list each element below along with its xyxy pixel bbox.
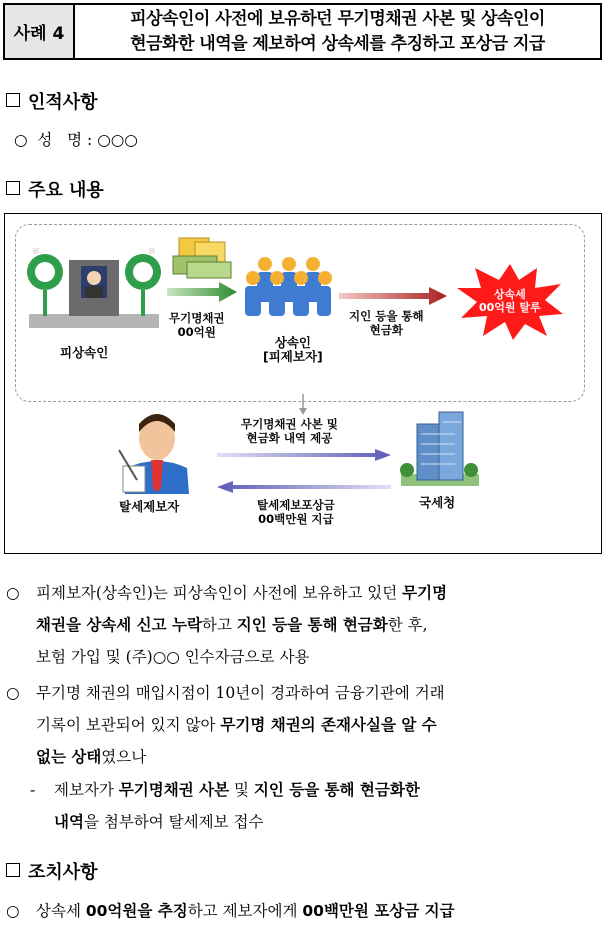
section-action bbox=[6, 858, 98, 884]
funeral-altar-icon bbox=[23, 242, 165, 338]
case-title-line2: 현금화한 내역을 제보하여 상속세를 추징하고 포상금 지급 bbox=[130, 33, 545, 54]
bullet-icon: ○ bbox=[6, 684, 20, 702]
p2-d: 없는 상태 bbox=[36, 748, 102, 766]
heirs-icon bbox=[241, 256, 333, 320]
reward-label-line2: 00백만원 지급 bbox=[258, 512, 334, 526]
flow-diagram bbox=[4, 213, 602, 554]
cash-label-line2: 현금화 bbox=[369, 323, 403, 337]
p2-a: 무기명 채권의 매입시점이 10년이 경과하여 금융기관에 거래 bbox=[36, 684, 445, 702]
paragraph-1 bbox=[6, 577, 604, 673]
provide-label-line1: 무기명채권 사본 및 bbox=[241, 417, 338, 431]
reward-label bbox=[257, 498, 335, 526]
p4-b: 00억원을 추징 bbox=[85, 902, 188, 920]
nts-label: 국세청 bbox=[419, 495, 456, 510]
informant-label: 탈세제보자 bbox=[119, 499, 180, 514]
square-icon bbox=[6, 93, 20, 107]
section-main-title: 주요 내용 bbox=[28, 180, 104, 201]
case-title bbox=[75, 5, 600, 58]
p4-a: 상속세 bbox=[36, 902, 86, 920]
bond-documents-icon bbox=[169, 234, 235, 282]
p4-c: 하고 제보자에게 bbox=[187, 902, 303, 920]
down-arrow-icon bbox=[297, 394, 309, 416]
square-icon bbox=[6, 181, 20, 195]
section-personal bbox=[6, 88, 98, 114]
p4-d: 00백만원 포상금 지급 bbox=[302, 902, 455, 920]
p2-c: 무기명 채권의 존재사실을 알 수 bbox=[220, 716, 437, 734]
case-title-line1: 피상속인이 사전에 보유하던 무기명채권 사본 및 상속인이 bbox=[130, 8, 545, 29]
p2-b: 기록이 보관되어 있지 않아 bbox=[36, 716, 221, 734]
reward-label-line1: 탈세제보포상금 bbox=[257, 498, 335, 512]
bullet-icon: ○ bbox=[6, 584, 20, 602]
p1-g: 보험 가입 및 (주)○○ 인수자금으로 사용 bbox=[36, 648, 310, 666]
bullet-icon: ○ bbox=[6, 902, 20, 920]
deceased-label: 피상속인 bbox=[60, 345, 109, 360]
p1-e: 지인 등을 통해 현금화 bbox=[236, 616, 388, 634]
reward-arrow-icon bbox=[215, 480, 393, 494]
bond-label-line1: 무기명채권 bbox=[169, 311, 225, 325]
informant-icon bbox=[117, 410, 195, 494]
p3-e: 내역 bbox=[54, 813, 84, 831]
square-icon bbox=[6, 863, 20, 877]
green-arrow-icon bbox=[165, 280, 239, 304]
heir-label bbox=[263, 336, 323, 364]
evade-label-line1: 상속세 bbox=[493, 288, 526, 301]
cash-label-line1: 지인 등을 통해 bbox=[349, 309, 424, 323]
p3-a: 제보자가 bbox=[54, 781, 119, 799]
p2-e: 였으나 bbox=[101, 748, 147, 766]
case-header bbox=[3, 3, 602, 60]
provide-arrow-icon bbox=[215, 448, 393, 462]
section-personal-title: 인적사항 bbox=[28, 92, 98, 113]
bullet-icon: ○ bbox=[14, 131, 28, 149]
nts-building-icon bbox=[399, 410, 481, 488]
heir-label-line2: [피제보자] bbox=[263, 349, 323, 364]
evade-label bbox=[479, 288, 541, 314]
p1-f: 한 후, bbox=[387, 616, 428, 634]
evade-label-line2: 00억원 탈루 bbox=[479, 301, 541, 314]
personal-name-line bbox=[14, 128, 138, 150]
paragraph-3 bbox=[30, 774, 604, 838]
red-arrow-icon bbox=[337, 284, 449, 308]
p3-d: 지인 등을 통해 현금화한 bbox=[253, 781, 420, 799]
p1-d: 하고 bbox=[201, 616, 237, 634]
p1-c: 채권을 상속세 신고 누락 bbox=[36, 616, 202, 634]
p3-c: 및 bbox=[229, 781, 254, 799]
name-label: 성 명 : bbox=[37, 131, 93, 149]
bond-label-line2: 00억원 bbox=[177, 325, 216, 339]
provide-label-line2: 현금화 내역 제공 bbox=[246, 431, 333, 445]
p3-b: 무기명채권 사본 bbox=[118, 781, 230, 799]
cash-label bbox=[349, 309, 424, 337]
section-main bbox=[6, 176, 104, 202]
p1-a: 피제보자(상속인)는 피상속인이 사전에 보유하고 있던 bbox=[36, 584, 403, 602]
name-value: ○○○ bbox=[97, 131, 138, 149]
paragraph-4 bbox=[6, 895, 604, 927]
case-tag: 사례 4 bbox=[5, 5, 75, 58]
p3-f: 을 첨부하여 탈세제보 접수 bbox=[83, 813, 264, 831]
section-action-title: 조치사항 bbox=[28, 862, 98, 883]
bond-label bbox=[169, 311, 225, 339]
p1-b: 무기명 bbox=[402, 584, 448, 602]
paragraph-2 bbox=[6, 677, 604, 773]
heir-label-line1: 상속인 bbox=[274, 335, 311, 350]
dash-icon: - bbox=[30, 781, 36, 799]
provide-label bbox=[241, 417, 338, 445]
